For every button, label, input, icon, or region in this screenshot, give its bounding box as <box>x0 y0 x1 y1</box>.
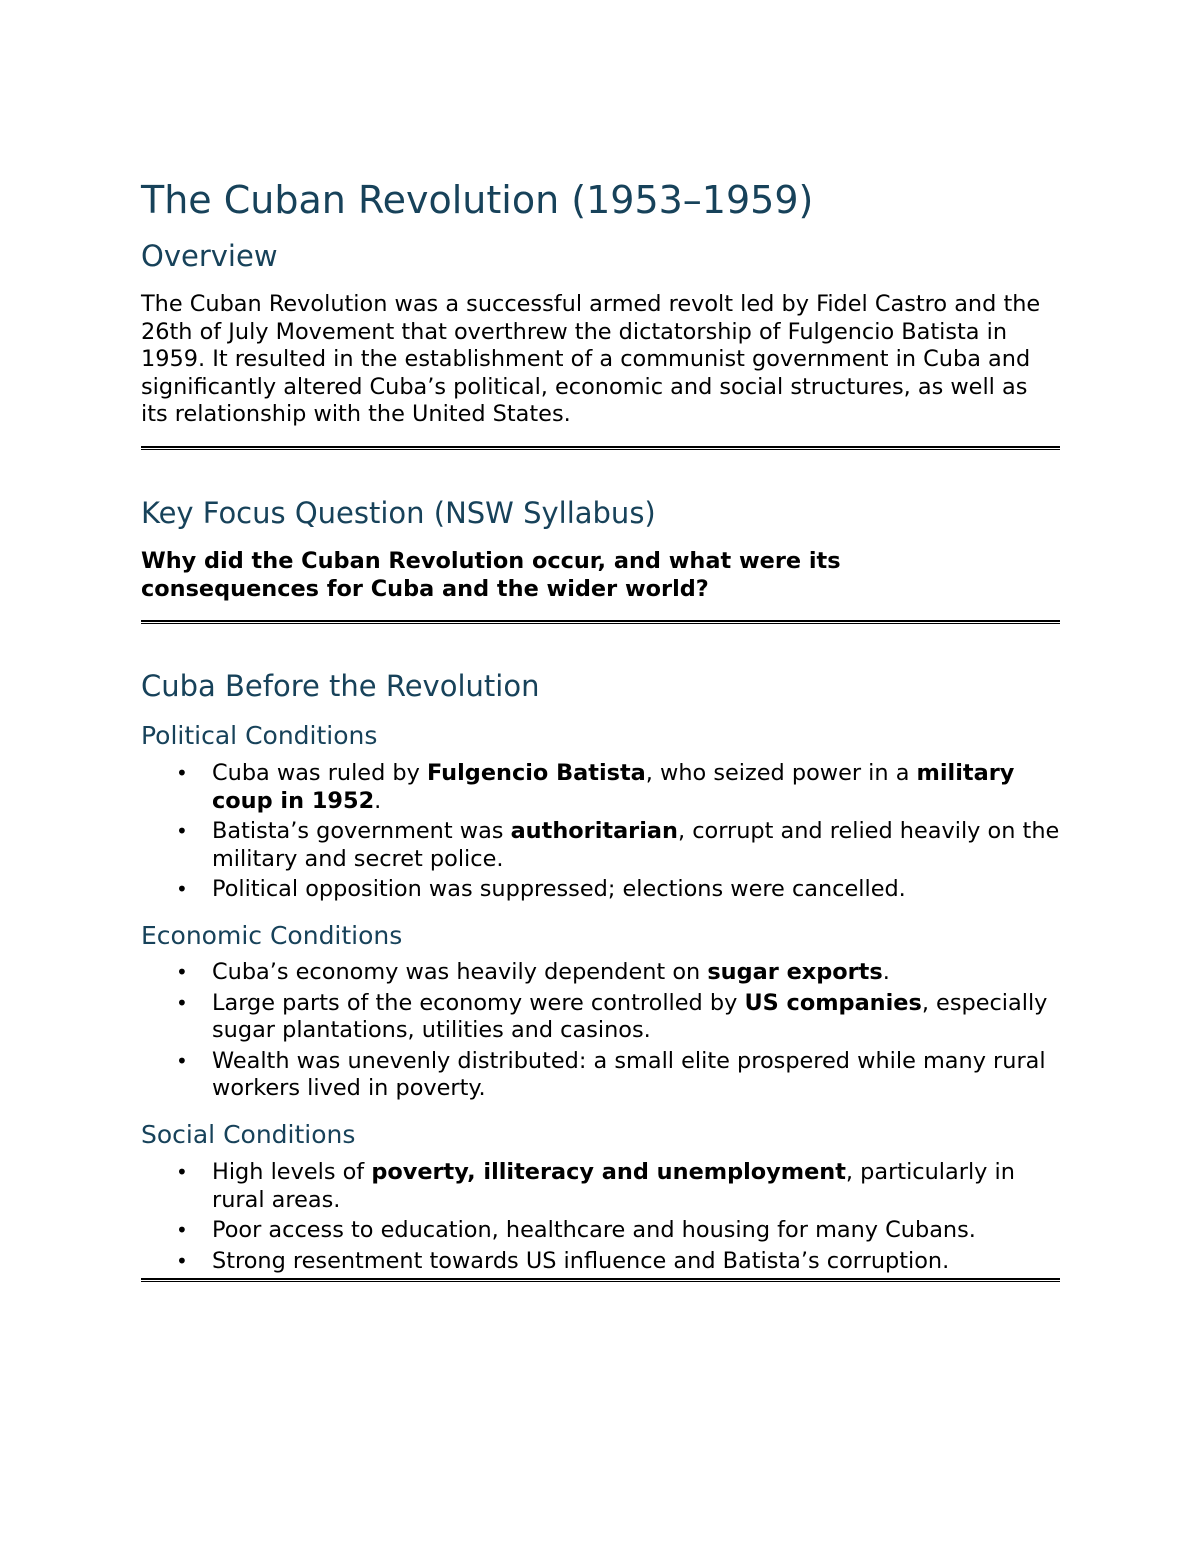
before-revolution-heading: Cuba Before the Revolution <box>141 669 540 703</box>
list-item: • Cuba’s economy was heavily dependent on sugar exports. <box>176 959 890 985</box>
bullet-icon: • <box>176 877 188 902</box>
list-item: • Strong resentment towards US influence and Batista’s corruption. <box>176 1247 950 1274</box>
bullet-icon: • <box>176 960 188 984</box>
list-item: • Large parts of the economy were controlled by US companies, especially sugar plantations, utilities and casinos. <box>176 989 1048 1044</box>
list-item: • Cuba was ruled by Fulgencio Batista, who seized power in a military coup in 1952. <box>176 760 1015 814</box>
bullet-icon: • <box>176 1160 188 1184</box>
document-title: The Cuban Revolution (1953–1959) <box>141 178 814 222</box>
key-focus-heading: Key Focus Question (NSW Syllabus) <box>141 496 656 530</box>
economic-conditions-list <box>141 959 1060 1106</box>
section-divider <box>141 446 1060 450</box>
bullet-icon: • <box>176 1248 188 1273</box>
list-item: • High levels of poverty, illiteracy and unemployment, particularly in rural areas. <box>176 1159 1015 1213</box>
bullet-icon: • <box>176 819 188 844</box>
bullet-icon: • <box>176 761 188 785</box>
bullet-icon: • <box>176 1218 188 1243</box>
overview-paragraph: The Cuban Revolution was a successful armed revolt led by Fidel Castro and the 26th of July Movement that overthrew the dictatorship of Fulgencio Batista in 1959. It resulted in the establishment of a communist government in Cuba and significantly altered Cuba’s political, economic and social structures, as well as its relationship with the United States. <box>141 291 1041 428</box>
bullet-icon: • <box>176 990 188 1015</box>
economic-conditions-heading: Economic Conditions <box>141 921 403 950</box>
political-conditions-list <box>141 760 1060 907</box>
section-divider <box>141 620 1060 624</box>
political-conditions-heading: Political Conditions <box>141 721 378 750</box>
key-focus-question: Why did the Cuban Revolution occur, and what were its consequences for Cuba and the wider world? <box>141 548 841 602</box>
list-item: • Political opposition was suppressed; elections were cancelled. <box>176 876 906 903</box>
list-item: • Batista’s government was authoritarian, corrupt and relied heavily on the military and secret police. <box>176 818 1060 872</box>
social-conditions-list <box>141 1159 1060 1278</box>
list-item: • Wealth was unevenly distributed: a small elite prospered while many rural workers lived in poverty. <box>176 1047 1046 1102</box>
list-item: • Poor access to education, healthcare and housing for many Cubans. <box>176 1217 976 1244</box>
social-conditions-heading: Social Conditions <box>141 1120 356 1149</box>
overview-heading: Overview <box>141 239 278 273</box>
section-divider <box>141 1278 1060 1282</box>
bullet-icon: • <box>176 1048 188 1073</box>
